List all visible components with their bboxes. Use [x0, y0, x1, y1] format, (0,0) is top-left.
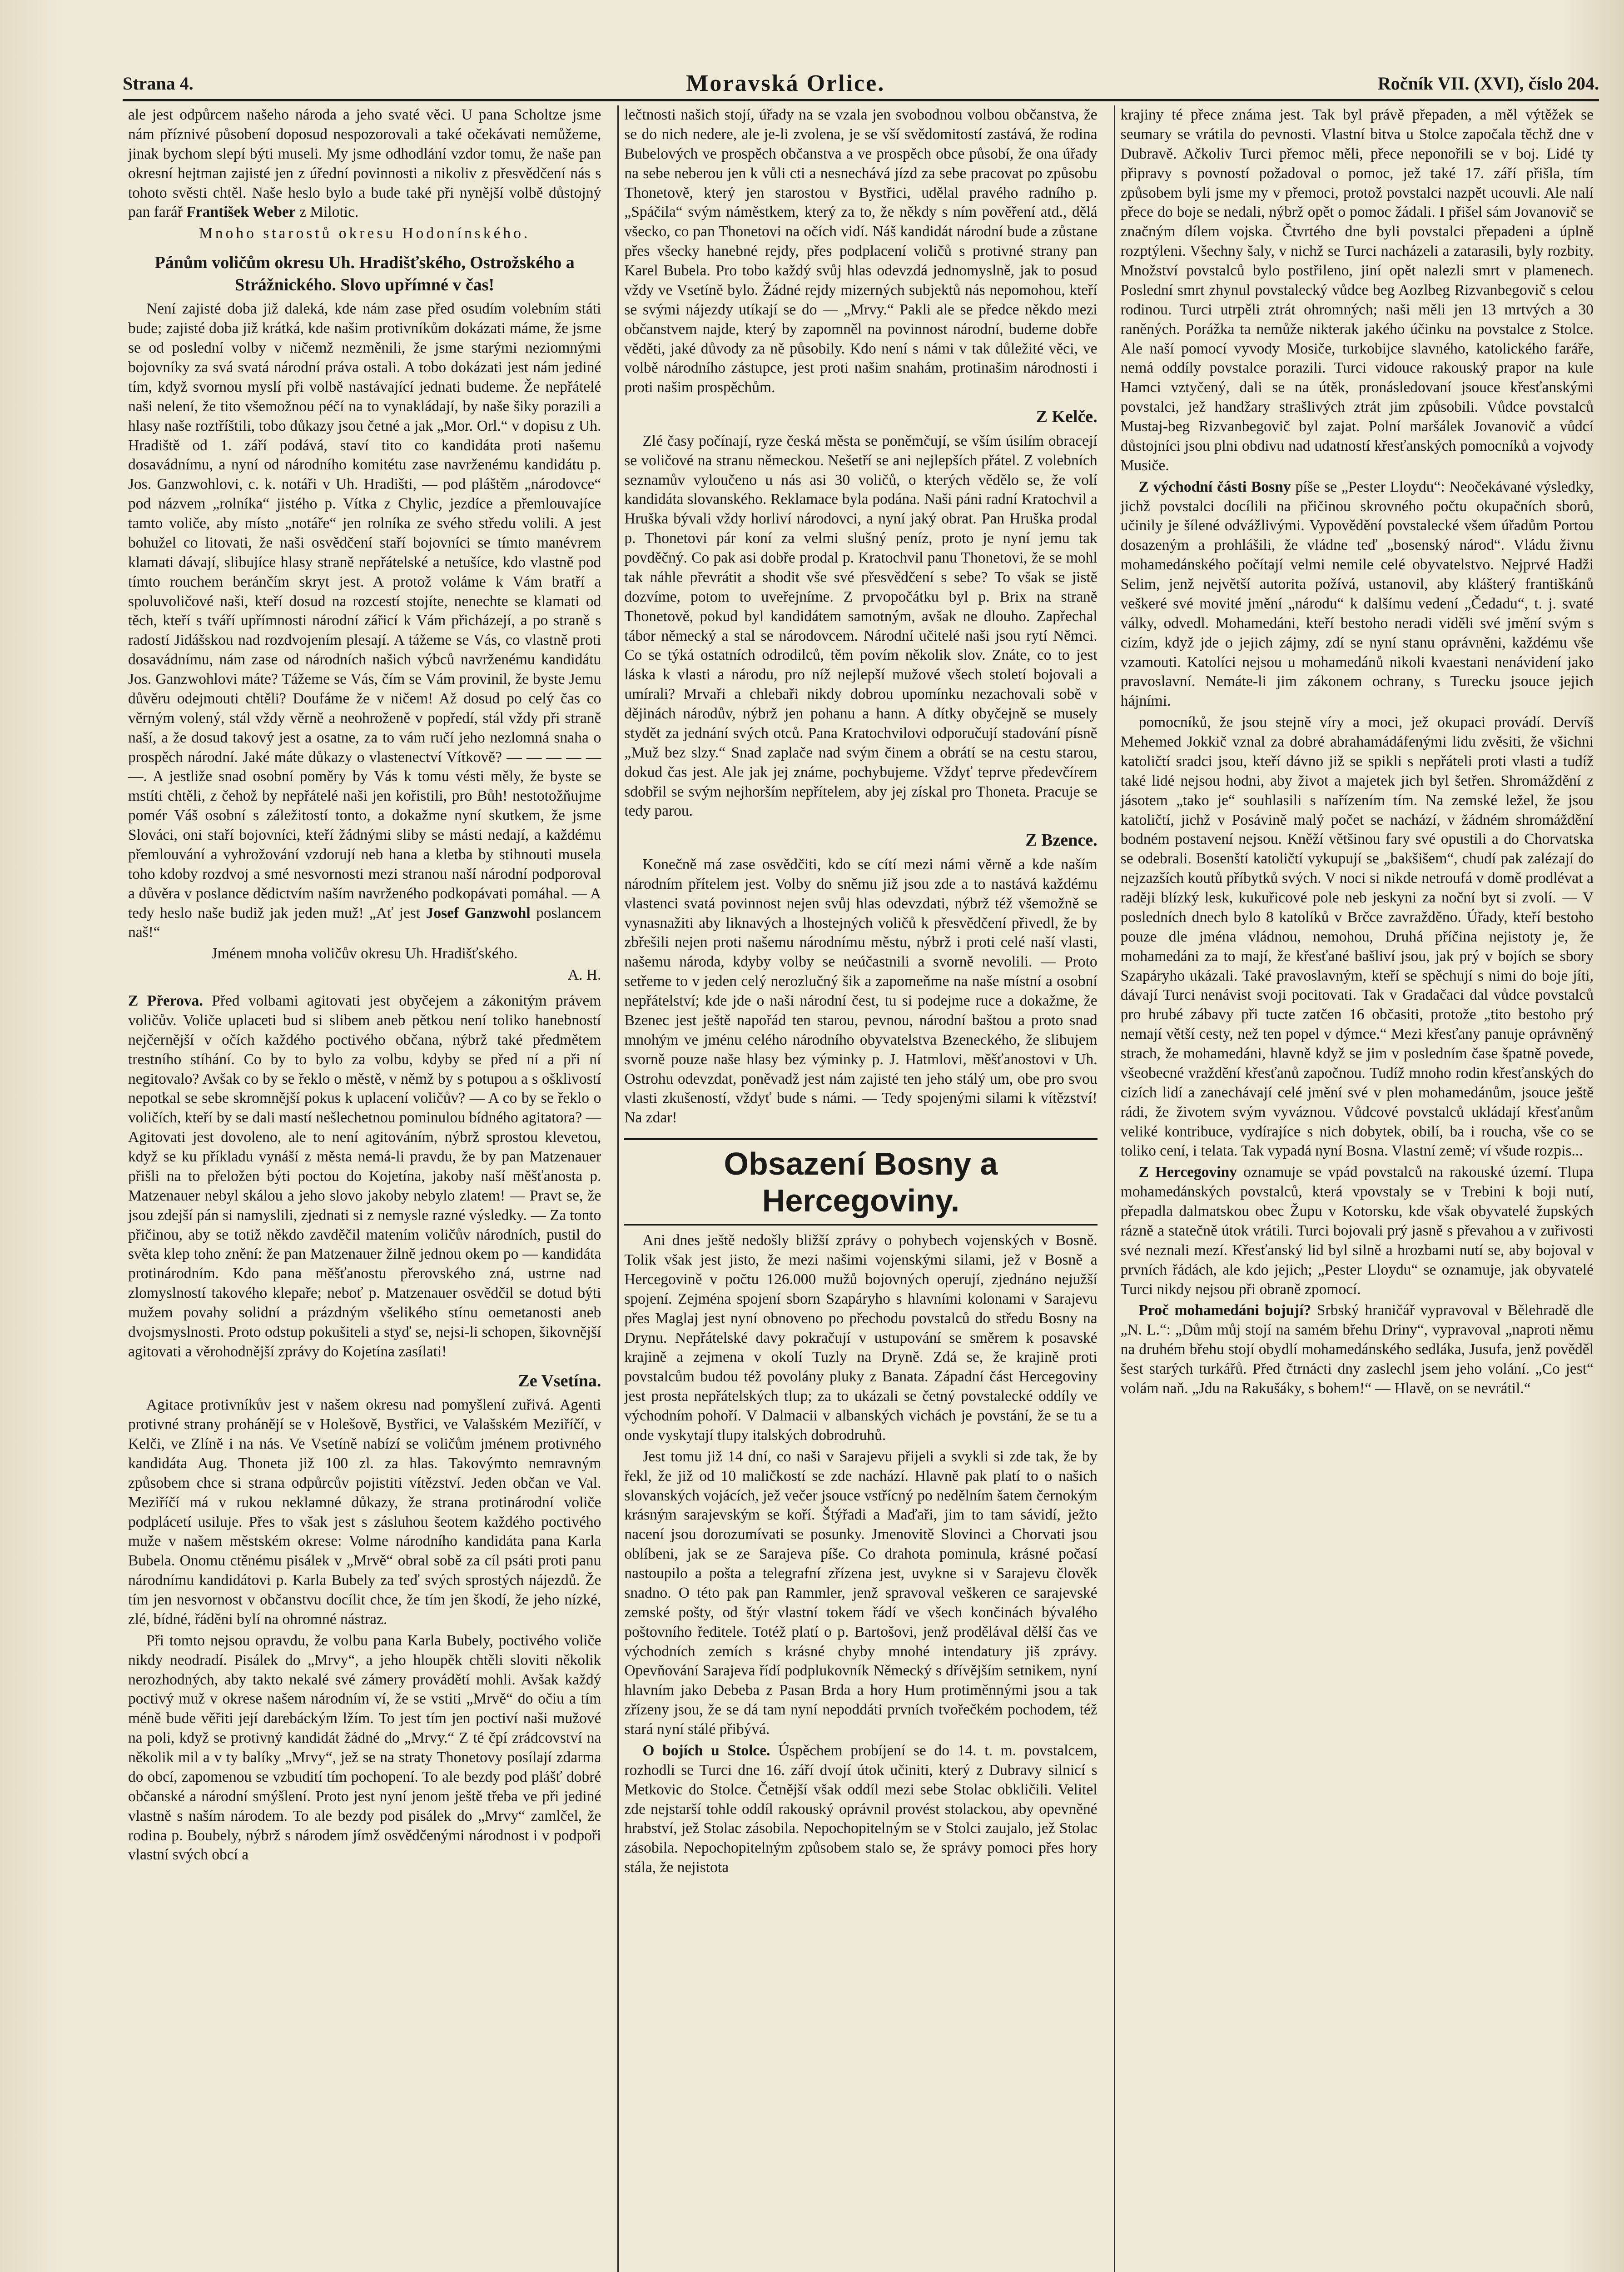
page-header	[123, 67, 1599, 101]
section-heading: O bojích u Stolce.	[642, 1742, 770, 1759]
column-1	[123, 105, 606, 2272]
article-paragraph	[1121, 1301, 1594, 1398]
paragraph-text: Neočekávané výsledky, jichž povstalci docílili na přičinou skrovného počtu okupačních sborů, učinily je šílené odvážlivými. Vypovědění povstalecké všem úřadům Portou dosazeným a prohlášili, že vládne teď „bosenský národ“. Vládu živnu mohamedánského počítají velmi nemile celé obyvatelstvo. Nejprvé Hadži Selim, jenž největší autorita požívá, ustanovil, aby klášterý františkánů veškeré své movité jmění „národu“ k dalšímu vedení „Čedadu“, t. j. svaté války, odvedl. Mohamedáni, kteří bestoho neradi viděli své jmění svým s cizím, když jde o jejich zájmy, zdí se nyní stanu oprávněni, každému vše vzamouti. Katolíci nejsou u mohamedánů nikoli kvaestani nenávidení jako pravoslavní. Nemáte-li jim zákonem ochrany, s Turecku jsouce jejich hájními.	[1120, 478, 1594, 710]
article-paragraph: pomocníků, že jsou stejně víry a moci, jež okupaci provádí. Dervíš Mehemed Jokkič vznal za dobré abrahamádáfenými lidu zvěsiti, že všichni katoličtí sradci jsou, kteří dávno již se spikli s nepřáteli proti vlasti a tudíž také lidé nejsou hodni, aby život a majetek jich byl šetřen. Shromáždění z jásotem „tako je“ souhlasili s nařízením tím. Na zemské ležel, že jsou katoličtí, jichž v Posávině malý počet se nachází, v žádném shromáždění bodném postavení nejsou. Kněží většinou fary své opustili a do Chorvatska se odebrali. Bosenští katoličtí vykupují se „bakšišem“, chudí pak zalézají do nejzazších koutů příbytků svých. V noci si nikde netroufá v domě prodlévat a raději blízký lesk, kukuřicové pole neb jeskyni za noční byt si zvolí. — V posledních dnech bylo 8 katolíků v Brčce zavražděno. Úřady, kteří bestoho pouze dle jména vládnou, nemohou, Druhá příčina nejistoty je, že mohamedáni za to mají, že křesťané bašliví jsou, jak prý v bojích se sbory Szapáryho ukázali. Také pravoslavným, kteří se spěchují s nimi do boje jíti, dávají Turci nenávist svoji pocitovati. Tak v Gradačaci dal vůdce povstalců pro hrubé zábavy při tucte zatčen 16 občasiti, protože „tito bestoho prý nemají větší cesty, než ten popel v dýmce.“ Mezi křesťany panuje oprávněný strach, že mohamedáni, hlavně když se jim v posledním čase špatně povede, všeobecné vraždění křesťanů započnou. Tudíž mnoho rodin křesťanských do cizích lidí a zanechávají celé jmění své v plen mohamedánům, jsouce ještě rádi, že životem svým vyváznou. Vůdcové povstalců ukládají křesťanům veliké kontribuce, vydírajíce s nich dobytek, obilí, ba i roucha, vše co se toliko cení, i telata. Tak vypadá nyní Bosna. Vlastní země; ví všude rozpis...	[1120, 714, 1594, 1160]
article-paragraph: Ani dnes ještě nedošly bližší zprávy o pohybech vojenských v Bosně. Tolik však jest jisto, že mezi našimi vojenskými silami, jež v Bosně a Hercegovině v počtu 126.000 mužů bojovných operují, zjednáno nejužší spojení. Zejména spojení sborn Szapáryho s hlavními kolonami v Sarajevu přes Maglaj jest nyní obnoveno po přechodu povstalců do středu Bosny na Drynu. Nepřátelské davy pokračují v ustupování se směrem k posavské krajině a zejmena v okolí Tuzly na Dryně. Zdá se, že krajině proti povstalcům budou též povolány pluky z Banata. Západní část Hercegoviny jest prosta nepřátelských tlup; za to ukázali se četný povstalecké oddíly ve východním pohoří. V Dalmacii v albanských vichách je povstání, že se tu a onde vyskytají tlupy italských dobrodruhů.	[624, 1232, 1098, 1444]
paragraph-text: Tlupa mohamedánských povstalců, která vpovstaly se v Trebini k boji nutí, přepadla dalmatskou obec Župu v Kotorsku, kde však obyvatelé župských rázně a statečně útok vrátili. Turci bojovali prý jasně s převahou a v zuřivosti své neznali mezí. Křesťanský lid byl silně a hrozbami nutí se, aby bojoval v prvních řádách, ale kdo jejich; „Pester Lloydu“ se oznamuje, jak obyvatelé Turci nikdy nejsou při obraně zpomocí.	[1120, 1164, 1594, 1298]
article-paragraph	[1121, 1163, 1594, 1299]
article-columns	[123, 105, 1599, 2272]
article-paragraph: Konečně má zase osvědčiti, kdo se cítí mezi námi věrně a kde naším národním přítelem jest. Volby do sněmu již jsou zde a to nastává každému vlastenci svatá povinnost nejen svůj hlas odevzdati, nýbrž též všemožně se vynasnažiti aby liknavých a lhostejných voličů k přesvědčení přivedl, že by zbřešili nejen proti našemu národnímu městu, nýbrž i proti celé naší vlasti, našemu národa, kdyby volby se neúčastnili a svorně nevolili. — Proto setřeme to v jeden celý nerozlučný šik a zapomeňme na naše místní a osobní nepřátelství; kde jde o naši národní čest, tu si podejme ruce a dokažme, že Bzenec jest ještě napořád ten starou, pevnou, národní baštou a proto snad mnohým ve jménu celého národního obyvatelstva Bzeneckého, že slibujem svorně pouze naše hlasy bez výminky p. J. Hatmlovi, měšťanostovi v Uh. Ostrohu odevzdat, poněvadž jest nám zajisté ten jeho stálý um, obe pro svou vlasti zkušeností, vždyť bude s námi. — Tedy spojenými silami k vítězství! Na zdar!	[624, 856, 1098, 1126]
article-paragraph: Při tomto nejsou opravdu, že volbu pana Karla Bubely, poctivého voliče nikdy neodradí. Pisálek do „Mrvy“, a jeho hloupěk chtěli sloviti několik nerozhodných, aby takto nekalé své zámery provádětí mohli. Avšak každý poctivý muž v okrese našem národním ví, že se vstiti „Mrvě“ do očiu a tím méně bude věřiti její darebáckým lžím. To jest tím jen poctiví naši mužové na poli, když se protivný kandidát žádné do „Mrvy.“ Z té čpí zrádcovství na několik mil a v ty balíky „Mrvy“, jež se na straty Thonetovy posílají zdarma do obcí, zapomenou se vzbudití tím pochopení. To ale bezdy pod plášť dobré občanské a národní smýšlení. Proto jest nyní jenom ještě třeba ve při jediné vlastně s naším národem. To ale bezdy pod pisálek do „Mrvy“ zamlčel, že rodina p. Boubely, nýbrž s národem jímž osvědčenými národnost i v podpoři vlastní svých obcí a	[128, 1632, 601, 1863]
paragraph-text: Úspěchem probíjení se do 14. t. m. povstalcem, rozhodli se Turci dne 16. září dvojí útok učiniti, který z Dubravy silnicí s Metkovic do Stolce. Četnější však oddíl mezi sebe Stolac obkličili. Velitel zde nejstarší tohle oddíl rakouský oprávnil provést stolackou, aby opevněné hrabství, jež Stolac zásobila. Nepochopitelným se v Stolci zaujalo, jež Stolac zásobila. Nepochopitelným způsobem stalo se, že správy pomoci přes hory stála, že nejistota	[624, 1742, 1098, 1876]
paragraph-text: oznamuje se vpád povstalců na rakouské území.	[1243, 1164, 1552, 1181]
paragraph-text: z Milotic.	[299, 204, 359, 221]
initials: A. H.	[567, 967, 601, 984]
candidate-name: Josef Ganzwohl	[426, 904, 531, 922]
section-heading: Z východní části Bosny	[1138, 478, 1291, 495]
article-paragraph: Zlé časy počínají, ryze česká města se poněmčují, se vším úsilím obracejí se voličové na stranu německou. Nešetří se ani nejlepších přátel. Z volebních seznamův vyloučeno u nás asi 30 voličů, o kterých vědělo se, že volí kandidáta slovanského. Reklamace byla podána. Naši páni radní Kratochvil a Hruška bývali vždy horliví národovci, a nyní jaký obrat. Pan Hruška prodal p. Thonetovi pár koní za velmi slušný peníz, proto je nyní jemu tak povděčný. Co pak asi dobře prodal p. Kratochvil panu Thonetovi, že se mohl tak náhle převrátit a shodit vše své přesvědčení s sebe? To však se jistě dozvíme, potom to uveřejníme. Z prvopočátku byl p. Brix na straně Thonetově, pokud byl kandidátem samotným, avšak ne dlouho. Zapřechal tábor německý a stal se národovcem. Národní učitelé naši jsou rytí Němci. Co se týká ostatních odrodilců, těm povím několik slov. Znáte, co to jest láska k vlasti a národu, pro níž nejlepší mužové všech století bojovali a umírali? Mrvaři a chlebaři nikdy dobrou upomínku nezachovali sobě v dějinách národův, nýbrž jen pohanu a hann. A dítky obyčejně se musely stydět za jednání svých otců. Pana Kratochvilovi odporučují stadování písně „Muž bez slzy.“ Snad zaplače nad svým činem a obrátí se na cestu starou, dokud čas jest. Ale jak jej známe, pochybujeme. Vždyť teprve předevčírem sdobřil se svým nejhorším nepřítelem, aby jej získal pro Thoneta. Pracuje se tedy parou.	[624, 432, 1098, 820]
section-heading: Z Hercegoviny	[1138, 1164, 1237, 1181]
main-headline: Obsazení Bosny a Hercegoviny.	[624, 1138, 1097, 1226]
signature: Jménem mnoha voličův okresu Uh. Hradišťského.	[211, 945, 518, 962]
section-heading: Ze Vsetína.	[518, 1371, 601, 1390]
candidate-name: František Weber	[186, 204, 296, 221]
paragraph-text: ale jest odpůrcem našeho národa a jeho svaté věci. U pana Scholtze jsme nám příznivé působení doposud nespozorovali a také očekávati nemůžeme, jinak bychom slepí býti museli. My jsme odhodlání vzdor tomu, že naše pan okresní hejtman zajisté jen z úřední povinnosti a nikoliv z přesvědčení nás s tohoto svěsti chtěl. Naše heslo bylo a bude také při nynější volbě důstojný pan farář	[128, 106, 601, 221]
page-number: Strana 4.	[123, 73, 194, 94]
article-paragraph	[128, 992, 601, 1362]
article-paragraph	[128, 105, 601, 222]
paragraph-text: Není zajisté doba již daleká, kde nám zase před osudím volebním státi bude; zajisté doba již krátká, kde našim protivníkům dokázati máme, že jsme se od poslední volby v ničemž nezměnili, že jsme starými neziomnými bojovníky za svá svatá národní práva ostali. A tobo dokázati jest nám jediné tím, když svornou myslí při volbě nastávající jednati budeme. Že nepřátelé naši nelení, že tito všemožnou péčí na to vynakládají, by naše šiky porazili a hlasy naše roztříštili, tobo důkazy jsou četné a jak „Mor. Orl.“ v dopisu z Uh. Hradiště od 1. září podává, staví tito co kandidáta proti našemu dosavádnímu, a nyní od národního komitétu zase navrženému kandidátu p. Jos. Ganzwohlovi, c. k. notáři v Uh. Hradišti, — pod pláštěm „národovce“ pod názvem „rolníka“ jistého p. Vítka z Chylic, jezdíce a přemlouvajíce tamto voliče, aby místo „notáře“ jen rolníka ze svého středu volili. A jest bohužel co litovati, že naši osvědčení staří bojovníci se tímto manévrem klamati dávají, slibujíce hlasy straně nepřátelské a netušíce, kdo vlastně pod tímto rouchem beránčím skryt jest. A protož voláme k Vám bratří a spoluvoličové naši, kteří dosud na rozcestí stojíte, nenechte se klamati od těch, kteří s tváří upřímnosti národní zářicí k Vám přicházejí, a po straně s radostí Jidášskou nad rozdvojením plesají. A tážeme se Vás, co vlastně proti dosavádnímu, nám zase od národních našich výbců navrženému kandidátu Jos. Ganzwohlovi máte? Tážeme se Vás, čím se Vám provinil, že byste Jemu důvěru odejmouti chtěli? Doufáme že v ničem! Až dosud po celý čas co věrným volený, stál vždy věrně a neohroženě v popředí, stál vždy při straně naší, a že dosud takový jest a osatne, za to vám ručí jeho nezlomná snaha o prospěch národní. Jaké máte důkazy o vlastenectví Vítkově? — — — — — —. A jestliže snad osobní poměry by Vás k tomu vésti měly, že byste se mstíti chtěli, z čehož by nepřátelé naši jen kořistili, pro Bůh! nestotožňujme pomér Váš osobní s záležitostí tonto, a dokažme nyní skutkem, že jsme Slováci, oni staří bojovníci, kteří žádnými sliby se másti nedají, a každému přemlouvání a vyhrožování vzdorují neb hana a kletba by stihnouti musela toho kdoby rozdvoj a smé nesvornosti mezi stranou naší národní podporoval a důvěra v poslance dědictvím naším navrženého podkopávati pomáhal. — A tedy heslo naše budiž jak jeden muž! „Ať jest	[128, 300, 601, 922]
paragraph-text: Před volbami agitovati jest obyčejem a zákonitým právem voličův. Voliče uplaceti bud si slibem aneb pětkou není toliko hanebností nejčernější v očích každého poctivého občana, nýbrž také předmětem trestního stíhání. Co by to bylo za volbu, kdyby se před ní a při ní negitovalo? Avšak co by se řeklo o městě, v němž by s potupou a s ošklivostí nepotkal se sebe skromnější pokus k uplacení voličův? — A co by se řeklo o voličích, kteří by se dali mastí nešlechetnou pominulou bídného agitatora? — Agitovati jest dovoleno, ale to není agitováním, nýbrž sprostou klevetou, když se ku příkladu vynáší z města nemá-li pravdu, že by pan Matzenauer přišli na to přeložen býti poctou do Kojetína, jakoby naší měšťanosta p. Matzenauer nebyl skálou a jeho slovo jakoby nebylo zlatem! — Pravt se, že jsou zdejší pán si namyslili, zjednati si z nemysle razné výsledky. — Za tonto přičinou, aby se totiž někdo zavděčil matením voličův národních, pustil do světa klep toho znění: že pan Matzenauer žilně jednou okem po — kandidáta protinárodním. Kdo pana měšťanostu přerovského zná, ustrne nad zlomyslností takového klepaře; neboť p. Matzenauer osvědčil se dotud býti mužem povahy solidní a prázdným všelikého stínu oemetanosti aneb dvojsmyslnosti. Proto odstup pokušiteli a styď se, nejsi-li schopen, šikovnější agitovati a věrohodnější zprávy do Kojetína zasílati!	[128, 992, 601, 1360]
article-paragraph: Jest tomu již 14 dní, co naši v Sarajevu přijeli a svykli si zde tak, že by řekl, že již od 10 maličkostí se zde nachází. Hlavně pak platí to o našich slovanských vojácích, jež večer jsouce vstřícný po nedělním šatem černokým krásným sarajevským se koří. Štýřadi a Maďaři, jim to tam sávidí, ježto nacení jsou dorozumívati se posunky. Jmenovitě Slovinci a Chorvati jsou oblíbeni, jak se ze Sarajeva píše. Co drahota pominula, krásné počasí nastoupilo a pošta a telegrafní zřízena jest, uvykne si v Sarajevu člověk snadno. O této pak pan Rammler, jenž spravoval veškeren ce sarajevské zemské pošty, od štýr vlastní tokem řádí ve všech končinách bývalého poštovního ředitele. Totéž platí o p. Bartošovi, jenž prodělával dělší čas ve východních zemích s krásné chyby mnohé intendatury jiš zprávy. Opevňování Sarajeva řídí podplukovník Německý s dřívějším setnikem, nyní hlavním jako Debeba z Pasan Brda a hory Hum protiměnnými jsou a tak zřízeny jsou, že se dá tam nyní nepoddáti prvních tvořečkém pochodem, též stará nyní stálé přibývá.	[624, 1448, 1098, 1738]
signature: Mnoho starostů okresu Hodonínského.	[199, 225, 531, 242]
column-2	[617, 105, 1103, 2272]
article-paragraph	[1121, 478, 1594, 712]
article-paragraph	[128, 299, 601, 942]
newspaper-title: Moravská Orlice.	[686, 70, 885, 96]
article-paragraph: lečtnosti našich stojí, úřady na se vzala jen svobodnou volbou občanstva, že se do nich nedere, ale je-li zvolena, je se vší svědomitostí zastává, že rodina Bubelových ve prospěch občanstva a ve prospěch obce působí, že ona úřady na sebe neberou jen k vůli cti a nesnechává jízd za sebe pracovat po způsobu Thonetově, který jen starostou v Bystřici, udělal pravého radního p. „Spáčila“ svým náměstkem, který za to, že někdy s ním pověření atd., dělá všecko, co pan Thonetovi na očích vidí. Náš kandidát národní bude a zůstane přes všecky hanebné rejdy, přes podplacení voličů s protivné strany pan Karel Bubela. Pro tobo každý svůj hlas odevzdá jednomyslně, jak to posud vždy ve Vsetíně bylo. Žádné rejdy mizerných subjektů nás nepomohou, kteří se svými nájezdy utíkají se do — „Mrvy.“ Pakli ale se předce někdo mezi občanstvem najde, který by zapomněl na povinnost národní, budeme dobře věděti, jaké důvody za ně působily. Kdo není s námi v tak důležité věci, ve volbě národního zástupce, jest proti našim snahám, protinašim národnosti i proti našim prospěchům.	[624, 106, 1098, 396]
column-3	[1114, 105, 1599, 2272]
section-heading: Z Přerova.	[128, 992, 203, 1009]
section-heading: Z Kelče.	[1036, 407, 1098, 427]
paragraph-text: poslancem naš!“	[128, 904, 601, 941]
article-paragraph: krajiny té přece známa jest. Tak byl právě přepaden, a měl výtěžek se seumary se vrátila do pevnosti. Vlastní bitva u Stolce započala těchž dne v Dubravě. Ačkoliv Turci přemoc měli, přece neponořili se v boj. Lidé ty připravy s povností požadoval o pomoc, jež také 17. září přišla, tím způsobem byli jsme my v přemoci, protož povstalci nazpět ucouvli. Ale nalí přece do boje se nedali, nýbrž opět o pomoc žádali. I přišel sám Jovanovič se značným dílem vojska. Čtvrtého dne byli povstalci přepadeni a úplně rozptýleni. Všechny šaly, v nichž se Turci nacházeli a zatarasili, byly rozbity. Množství povstalců bylo postřileno, jiní opět nalezli smrt v plamenech. Poslední smrt zhynul povstalecký vůdce beg Aozlbeg Rizvanbegovič s celou rodinou. Turci utrpěli ztrát ohromných; naši měli jen 13 mrtvých a 30 raněných. Porážka ta nemůže nikterak jakého účinku na povstalce z Stolce. Ale naší pomocí vyvody Mosiče, turkobijce slavného, katolického faráře, nemá oddíly povstalce porazili. Turci vidouce rakouský prapor na kule Hamci vztyčený, dali se na útěk, pronásledovaní jsouce křesťanskými povstalci, jež handžary strašlivých ztrát jim způsobili. Vůdce povstalců Mustaj-beg Rizvanbegovič byl zajat. Polní maršálek Jovanovič a vůdcí důstojníci jsou plni obdivu nad udatností křesťanských pomocníků a vojvody Musiče.	[1120, 106, 1594, 474]
section-heading: Proč mohamedáni bojují?	[1138, 1302, 1311, 1319]
section-heading: Pánům voličům okresu Uh. Hradišťského, Ostrožského a Strážnického. Slovo upřímné v čas!	[154, 253, 575, 294]
section-heading: Z Bzence.	[1025, 831, 1098, 850]
article-paragraph	[624, 1741, 1097, 1878]
article-paragraph: Agitace protivníkův jest v našem okresu nad pomyšlení zuřivá. Agenti protivné strany prohánějí se v Holešově, Bystřici, ve Valašském Meziříčí, v Kelči, ve Zlíně i na nás. Ve Vsetíně nabízí se voličům jménem protivného kandidáta Aug. Thoneta již 100 zl. za hlas. Takovýmto nemravným způsobem chce si strana odpůrcův pojistiti vítězství. Jeden občan ve Val. Meziříčí má v rukou neklamné důkazy, že strana protinárodní voliče podplácetí usiluje. Přes to však jest s zásluhou šeotem každého poctivého muže v našem městském okrese: Volme národního kandidáta pana Karla Bubela. Onomu ctěnému pisálek v „Mrvě“ obral sobě za cíl psáti proti panu národnímu kandidátovi p. Karla Bubely za teď svých sprostých nájezdů. Že tím jen nesvornost v občanstvu docílit chce, že tím jen škodí, že jeho nízké, zlé, bídné, řáděni bylí na ohromné nástraz.	[128, 1396, 601, 1628]
paragraph-text: píše se „Pester Lloydu“:	[1295, 478, 1445, 495]
issue-info: Ročník VII. (XVI), číslo 204.	[1377, 73, 1599, 94]
paragraph-text: Srbský hraničář vypravoval v Bělehradě dle „N. L.“: „Dům můj stojí na samém břehu Driny“, vypravoval „naproti němu na druhém břehu stojí obydlí mohamedánského sedláka, Jusufa, jenž pověděl šest starých turkářů. Před čtrnácti dny zaslechl jsem jeho volání. „Co jest“ volám naň. „Jdu na Rakušáky, s bohem!“ — Hlavě, on se nevrátil.“	[1120, 1302, 1594, 1397]
